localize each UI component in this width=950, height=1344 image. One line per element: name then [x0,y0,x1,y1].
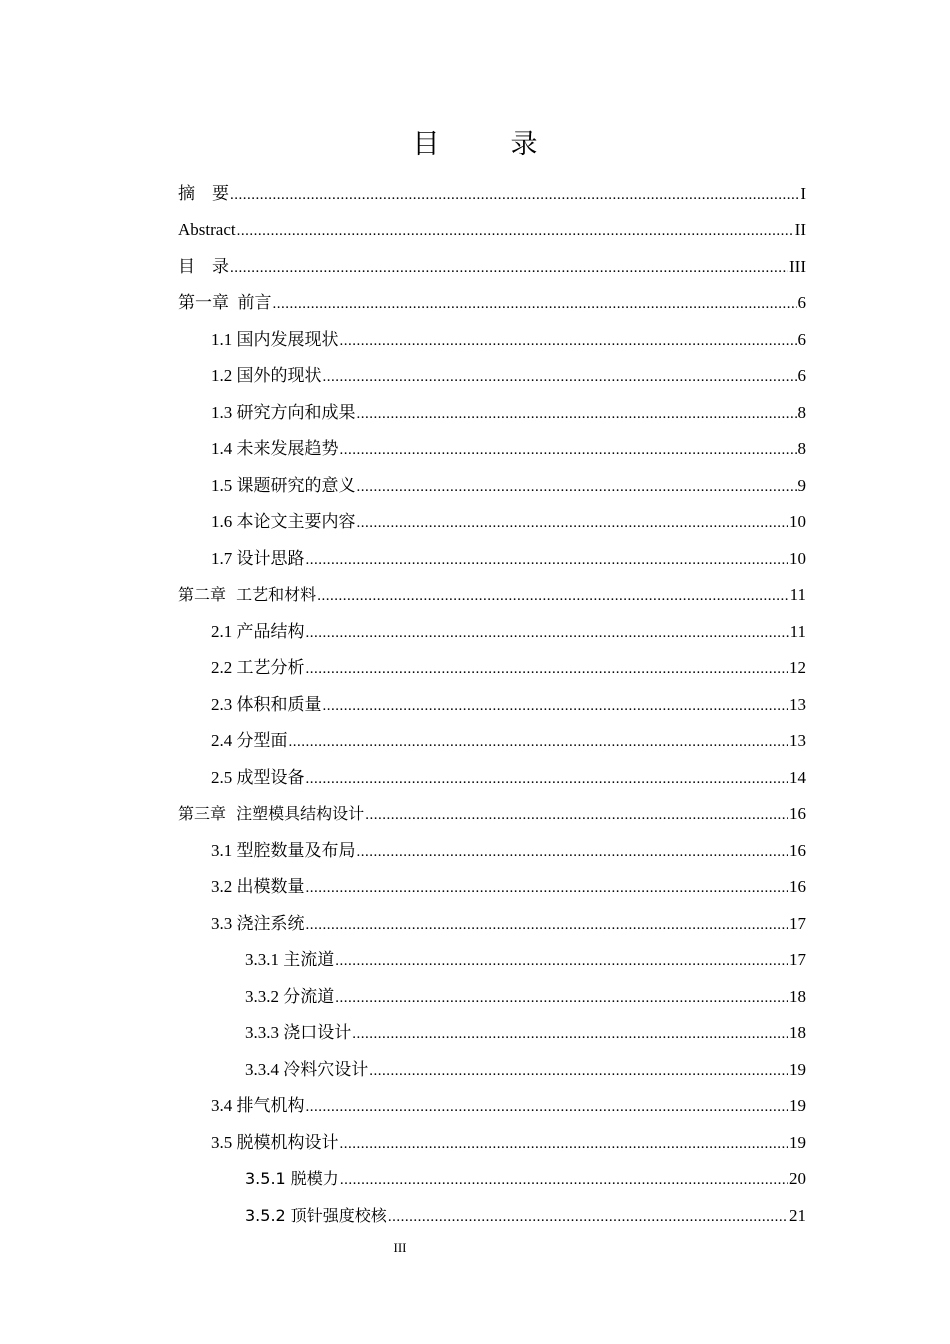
toc-entry-label: 3.3 浇注系统 [211,914,305,933]
toc-entry-page: 17 [789,950,806,969]
toc-entry-page: 19 [789,1060,806,1079]
toc-entry-label: 第一章 前言 [178,293,272,312]
toc-leader-dots [306,767,789,791]
toc-leader-dots [273,292,797,316]
toc-entry-label: 1.5 课题研究的意义 [211,476,356,495]
toc-entry-3-3-1[interactable] [245,948,806,972]
toc-entry-label: 3.3.3 浇口设计 [245,1023,352,1042]
toc-entry-page: III [789,257,806,276]
toc-entry-page: 19 [789,1133,806,1152]
toc-leader-dots [306,913,789,937]
toc-entry-label: 3.5 脱模机构设计 [211,1133,339,1152]
toc-entry-label: 2.5 成型设备 [211,768,305,787]
toc-entry-2-1[interactable] [211,620,806,644]
toc-leader-dots [306,1095,789,1119]
toc-entry-abstract-cn[interactable] [178,182,806,206]
toc-entry-label: 1.1 国内发展现状 [211,330,339,349]
toc-leader-dots [323,365,797,389]
toc-entry-label: 3.5.1 脱模力 [245,1169,339,1188]
toc-entry-page: 10 [789,512,806,531]
toc-entry-page: II [794,220,806,239]
toc-leader-dots [369,1059,788,1083]
toc-entry-label: 3.5.2 顶针强度校核 [245,1206,387,1225]
toc-leader-dots [340,1168,788,1192]
toc-entry-label: 第三章 注塑模具结构设计 [178,804,365,823]
toc-entry-page: 18 [789,987,806,1006]
toc-leader-dots [357,475,797,499]
toc-entry-label: 1.4 未来发展趋势 [211,439,339,458]
toc-entry-label: 摘 要 [178,184,229,203]
toc-entry-3-5-1[interactable] [245,1167,806,1191]
toc-leader-dots [230,183,799,207]
toc-entry-page: 13 [789,731,806,750]
toc-entry-label: 2.3 体积和质量 [211,695,322,714]
toc-entry-page: 18 [789,1023,806,1042]
toc-leader-dots [306,657,789,681]
toc-entry-chapter-2[interactable] [178,583,806,607]
toc-entry-1-2[interactable] [211,364,806,388]
toc-entry-page: 6 [797,330,806,349]
footer-page-number: III [393,1240,407,1255]
toc-leader-dots [388,1205,788,1229]
toc-entry-label: Abstract [178,220,236,239]
toc-leader-dots [306,621,789,645]
toc-entry-label: 2.4 分型面 [211,731,288,750]
toc-entry-2-3[interactable] [211,693,806,717]
toc-entry-page: 11 [789,622,806,641]
toc-entry-1-7[interactable] [211,547,806,571]
toc-leader-dots [323,694,789,718]
toc-entry-page: 12 [789,658,806,677]
toc-leader-dots [340,1132,789,1156]
toc-entry-2-5[interactable] [211,766,806,790]
toc-entry-3-3[interactable] [211,912,806,936]
toc-entry-3-3-2[interactable] [245,985,806,1009]
toc-entry-chapter-1[interactable] [178,291,806,315]
toc-entry-1-1[interactable] [211,328,806,352]
toc-entry-3-5[interactable] [211,1131,806,1155]
toc-entry-page: 14 [789,768,806,787]
toc-entry-page: 16 [789,804,806,823]
toc-entry-3-5-2[interactable] [245,1204,806,1228]
toc-entry-page: 8 [797,439,806,458]
toc-entry-1-4[interactable] [211,437,806,461]
toc-entry-label: 目 录 [178,257,229,276]
toc-entry-label: 2.1 产品结构 [211,622,305,641]
toc-entry-2-2[interactable] [211,656,806,680]
toc-entry-label: 3.3.1 主流道 [245,950,335,969]
toc-entry-page: 9 [797,476,806,495]
toc-leader-dots [317,584,788,608]
toc-entry-page: I [800,184,806,203]
toc-entry-page: 19 [789,1096,806,1115]
toc-entry-3-3-4[interactable] [245,1058,806,1082]
toc-leader-dots [365,803,788,827]
toc-entry-label: 3.3.2 分流道 [245,987,335,1006]
toc-entry-label: 3.1 型腔数量及布局 [211,841,356,860]
toc-entry-page: 21 [789,1206,806,1225]
toc-entry-page: 20 [789,1169,806,1188]
toc-entry-page: 16 [789,877,806,896]
toc-leader-dots [289,730,789,754]
toc-entry-label: 3.2 出模数量 [211,877,305,896]
toc-leader-dots [306,876,789,900]
toc-entry-chapter-3[interactable] [178,802,806,826]
toc-entry-label: 1.3 研究方向和成果 [211,403,356,422]
toc-entry-page: 17 [789,914,806,933]
toc-entry-1-6[interactable] [211,510,806,534]
toc-entry-page: 10 [789,549,806,568]
toc-entry-2-4[interactable] [211,729,806,753]
toc-entry-page: 16 [789,841,806,860]
toc-entry-contents[interactable] [178,255,806,279]
toc-entry-label: 1.7 设计思路 [211,549,305,568]
toc-leader-dots [357,511,789,535]
toc-leader-dots [340,329,797,353]
toc-leader-dots [352,1022,788,1046]
toc-leader-dots [306,548,789,572]
toc-leader-dots [335,949,788,973]
toc-entry-label: 3.4 排气机构 [211,1096,305,1115]
toc-entry-page: 13 [789,695,806,714]
toc-entry-1-5[interactable] [211,474,806,498]
toc-entry-label: 3.3.4 冷料穴设计 [245,1060,369,1079]
toc-entry-page: 8 [797,403,806,422]
toc-entry-3-3-3[interactable] [245,1021,806,1045]
toc-entry-page: 11 [789,585,806,604]
toc-leader-dots [335,986,788,1010]
toc-leader-dots [340,438,797,462]
toc-entry-label: 2.2 工艺分析 [211,658,305,677]
toc-leader-dots [237,219,794,243]
toc-leader-dots [357,840,789,864]
page-title: 目 录 [412,129,560,160]
toc-leader-dots [230,256,788,280]
toc-entry-3-2[interactable] [211,875,806,899]
toc-leader-dots [357,402,797,426]
toc-entry-abstract-en[interactable] [178,218,806,242]
toc-entry-label: 1.6 本论文主要内容 [211,512,356,531]
toc-entry-label: 1.2 国外的现状 [211,366,322,385]
toc-entry-page: 6 [797,366,806,385]
toc-entry-3-4[interactable] [211,1094,806,1118]
toc-entry-3-1[interactable] [211,839,806,863]
toc-entry-label: 第二章 工艺和材料 [178,585,317,604]
toc-entry-page: 6 [797,293,806,312]
toc-entry-1-3[interactable] [211,401,806,425]
